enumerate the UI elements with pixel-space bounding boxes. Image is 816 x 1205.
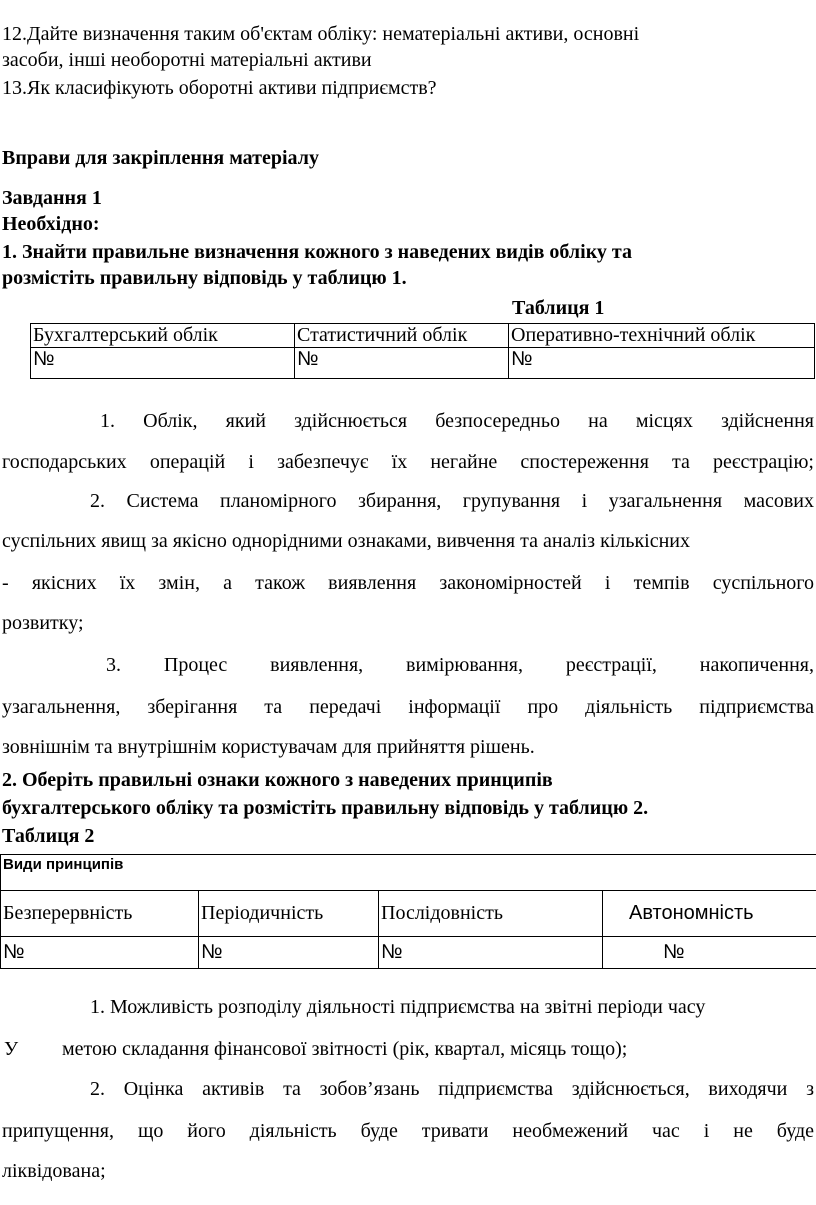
table-2-header-cell: Автономність [603,891,816,937]
definition-1-1-line-1: 1. Облік, який здійснюється безпосередньо на місцях здійснення [100,410,814,432]
table-2-answer-cell[interactable]: № [1,937,199,969]
table-2-header-row [1,891,816,937]
definition-2-2-line-1: 2. Оцінка активів та зобов’язань підприємства здійснюється, виходячи з [90,1078,814,1100]
table-1-answer-cell[interactable]: № [31,348,295,379]
table-2-header-cell: Періодичність [199,891,379,937]
table-2 [0,854,816,969]
question-13: 13.Як класифікують оборотні активи підприємств? [2,77,437,99]
table-2-answer-cell[interactable]: № [199,937,379,969]
section-title: Вправи для закріплення матеріалу [2,147,319,169]
table-1-header-row [31,324,815,348]
task-2-line-1: 2. Оберіть правильні ознаки кожного з наведених принципів [2,769,553,791]
definition-2-1-line-2: метою складання фінансової звітності (рік, квартал, місяць тощо); [62,1038,628,1060]
table-1-header-cell: Оперативно-технічний облік [509,324,815,348]
definition-1-3-line-3: зовнішнім та внутрішнім користувачам для прийняття рішень. [2,736,535,758]
definition-2-2-line-3: ліквідована; [2,1160,106,1182]
table-1-caption: Таблиця 1 [512,297,605,319]
task-1-step-line-1: 1. Знайти правильне визначення кожного з наведених видів обліку та [2,241,632,263]
table-1-answer-row [31,348,815,379]
definition-1-3-line-2: узагальнення, зберігання та передачі інформації про діяльність підприємства [2,696,814,718]
definition-1-3-line-1: 3. Процес виявлення, вимірювання, реєстрації, накопичення, [106,654,814,676]
definition-1-2-line-3: - якісних їх змін, а також виявлення закономірностей і темпів суспільного [2,572,814,594]
definition-1-2-line-1: 2. Система планомірного збирання, групування і узагальнення масових [90,490,814,512]
table-1-header-cell: Статистичний облік [295,324,509,348]
task-2-line-2: бухгалтерського обліку та розмістіть правильну відповідь у таблицю 2. [2,797,649,819]
table-1-answer-cell[interactable]: № [509,348,815,379]
table-2-answer-row [1,937,816,969]
table-1-header-cell: Бухгалтерський облік [31,324,295,348]
definition-2-1-line-1: 1. Можливість розподілу діяльності підприємства на звітні періоди часу [90,996,706,1018]
definition-2-1-prefix: У [4,1038,19,1060]
task-1-title: Завдання 1 [2,187,102,209]
task-1-step-line-2: розмістіть правильну відповідь у таблицю 1. [2,267,407,289]
question-12-line-2: засоби, інші необоротні матеріальні активи [2,49,372,71]
definition-1-2-line-4: розвитку; [2,612,84,634]
table-1-answer-cell[interactable]: № [295,348,509,379]
task-1-required: Необхідно: [2,213,100,235]
table-1 [30,323,815,379]
table-2-header-cell: Безперервність [1,891,199,937]
table-2-group-row [1,855,816,891]
table-2-group-header: Види принципів [1,855,816,891]
definition-1-1-line-2: господарських операцій і забезпечує їх негайне спостереження та реєстрацію; [2,451,814,473]
table-2-answer-cell[interactable]: № [379,937,603,969]
table-2-header-cell: Послідовність [379,891,603,937]
table-2-caption: Таблиця 2 [2,825,95,847]
definition-2-2-line-2: припущення, що його діяльність буде тривати необмежений час і не буде [2,1120,814,1142]
question-12-line-1: 12.Дайте визначення таким об'єктам обліку: нематеріальні активи, основні [2,23,640,45]
table-2-answer-cell[interactable]: № [603,937,816,969]
definition-1-2-line-2: суспільних явищ за якісно однорідними ознаками, вивчення та аналіз кількісних [2,530,690,552]
